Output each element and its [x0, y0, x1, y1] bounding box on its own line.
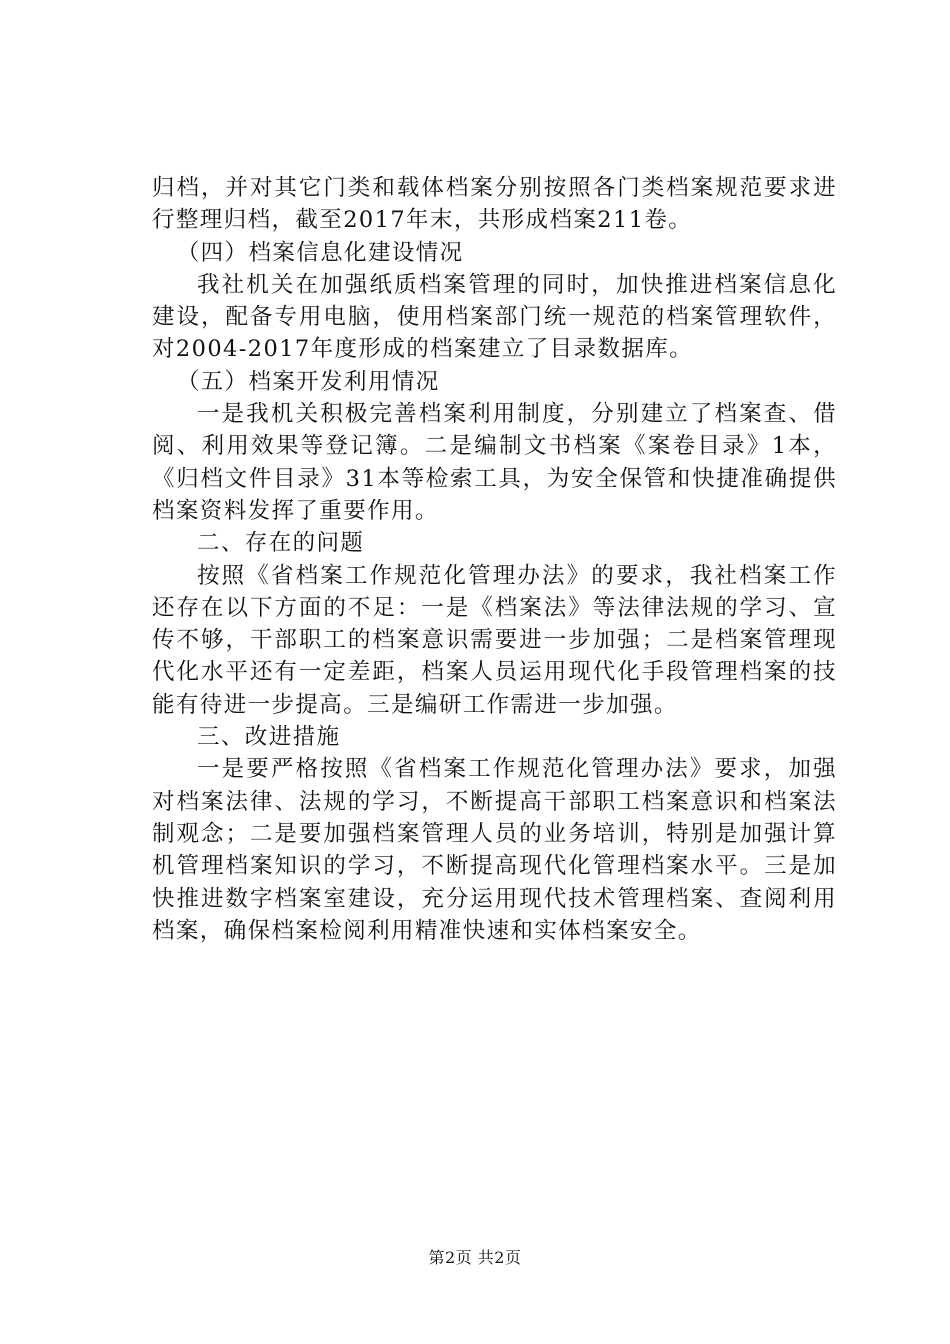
- section-heading-improvements: 三、改进措施: [197, 724, 341, 751]
- paragraph-utilization: 一是我机关积极完善档案利用制度，分别建立了档案查、借阅、利用效果等登记簿。二是编制文书档案《案卷目录》1本，《归档文件目录》31本等检索工具，为安全保管和快捷准确提供档案资料发挥了重要作用。: [152, 401, 837, 524]
- paragraph-archiving-summary: 归档，并对其它门类和载体档案分别按照各门类档案规范要求进行整理归档，截至2017年末，共形成档案211卷。: [152, 175, 837, 234]
- section-heading-problems: 二、存在的问题: [197, 530, 365, 557]
- document-body: [152, 172, 837, 947]
- page-number-footer: 第2页 共2页: [428, 1248, 522, 1267]
- paragraph-informatization: 我社机关在加强纸质档案管理的同时，加快推进档案信息化建设，配备专用电脑，使用档案部门统一规范的档案管理软件，对2004-2017年度形成的档案建立了目录数据库。: [152, 271, 837, 363]
- paragraph-improvements: 一是要严格按照《省档案工作规范化管理办法》要求，加强对档案法律、法规的学习，不断提高干部职工档案意识和档案法制观念；二是要加强档案管理人员的业务培训，特别是加强计算机管理档案知识的学习，不断提高现代化管理档案水平。三是加快推进数字档案室建设，充分运用现代技术管理档案、查阅利用档案，确保档案检阅利用精准快速和实体档案安全。: [152, 756, 837, 944]
- section-heading-utilization: （五）档案开发利用情况: [176, 368, 440, 395]
- paragraph-problems: 按照《省档案工作规范化管理办法》的要求，我社档案工作还存在以下方面的不足：一是《档案法》等法律法规的学习、宣传不够，干部职工的档案意识需要进一步加强；二是档案管理现代化水平还有一定差距，档案人员运用现代化手段管理档案的技能有待进一步提高。三是编研工作需进一步加强。: [152, 562, 837, 718]
- section-heading-informatization: （四）档案信息化建设情况: [176, 239, 464, 266]
